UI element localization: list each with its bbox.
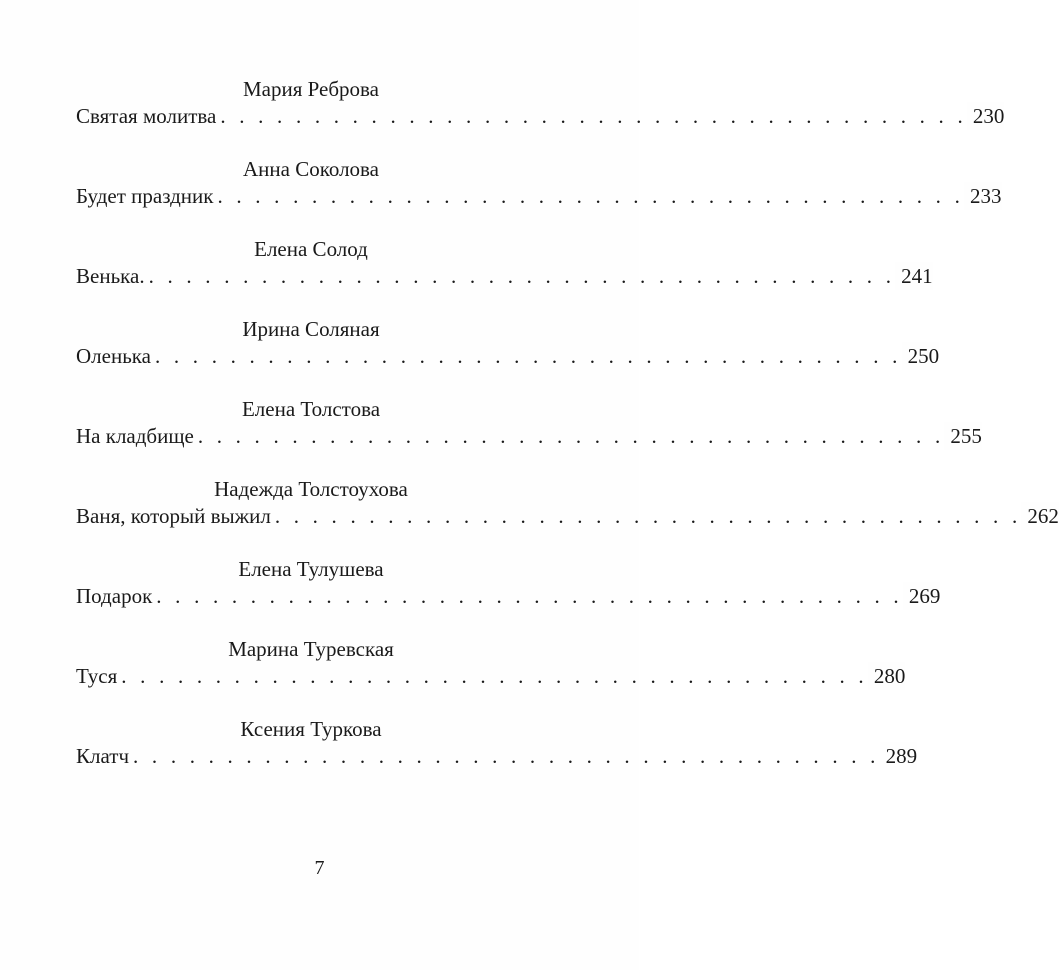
page-reference: 230 bbox=[967, 102, 1005, 130]
toc-line bbox=[76, 422, 982, 450]
toc-entry bbox=[76, 710, 918, 790]
dot-leader: . . . . . . . . . . . . . . . . . . . . . . . . . . . . . . . . . . . . . . . . bbox=[133, 744, 880, 768]
story-title: Святая молитва bbox=[76, 102, 220, 130]
story-title: Венька. bbox=[76, 262, 149, 290]
author-name: Анна Соколова bbox=[242, 157, 380, 181]
page-reference: 241 bbox=[895, 262, 933, 290]
page-reference: 255 bbox=[944, 422, 982, 450]
table-of-contents bbox=[76, 70, 1059, 790]
toc-entry bbox=[76, 390, 982, 470]
toc-entry bbox=[76, 550, 941, 630]
toc-line bbox=[76, 742, 918, 770]
author-name: Ксения Туркова bbox=[240, 717, 382, 741]
author-name: Елена Тулушева bbox=[238, 557, 384, 581]
dot-leader: . . . . . . . . . . . . . . . . . . . . . . . . . . . . . . . . . . . . . . . . bbox=[217, 184, 965, 208]
toc-line bbox=[76, 342, 940, 370]
dot-leader: . . . . . . . . . . . . . . . . . . . . . . . . . . . . . . . . . . . . . . . . bbox=[121, 664, 868, 688]
story-title: Будет праздник bbox=[76, 182, 217, 210]
toc-entry bbox=[76, 470, 1059, 550]
toc-entry bbox=[76, 70, 1005, 150]
dot-leader: . . . . . . . . . . . . . . . . . . . . . . . . . . . . . . . . . . . . . . . . bbox=[148, 264, 896, 288]
page-reference: 250 bbox=[902, 342, 940, 370]
author-name: Ирина Соляная bbox=[242, 317, 380, 341]
story-title: Ваня, который выжил bbox=[76, 502, 275, 530]
toc-line bbox=[76, 102, 1005, 130]
author-name: Мария Реброва bbox=[242, 77, 379, 101]
toc-line bbox=[76, 662, 906, 690]
dot-leader: . . . . . . . . . . . . . . . . . . . . . . . . . . . . . . . . . . . . . . . . bbox=[155, 344, 902, 368]
page-reference: 289 bbox=[880, 742, 918, 770]
dot-leader: . . . . . . . . . . . . . . . . . . . . . . . . . . . . . . . . . . . . . . . . bbox=[220, 104, 967, 128]
story-title: Оленька bbox=[76, 342, 155, 370]
story-title: На кладбище bbox=[76, 422, 198, 450]
page-reference: 280 bbox=[868, 662, 906, 690]
toc-entry bbox=[76, 310, 940, 390]
author-name: Елена Солод bbox=[254, 237, 368, 261]
page-reference: 233 bbox=[964, 182, 1002, 210]
page-reference: 262 bbox=[1021, 502, 1059, 530]
toc-line bbox=[76, 262, 933, 290]
dot-leader: . . . . . . . . . . . . . . . . . . . . . . . . . . . . . . . . . . . . . . . . bbox=[197, 424, 945, 448]
dot-leader: . . . . . . . . . . . . . . . . . . . . . . . . . . . . . . . . . . . . . . . . bbox=[156, 584, 903, 608]
page-number: 7 bbox=[314, 857, 325, 879]
author-name: Марина Туревская bbox=[228, 637, 394, 661]
author-name: Елена Толстова bbox=[241, 397, 381, 421]
toc-line bbox=[76, 582, 941, 610]
toc-entry bbox=[76, 150, 1002, 230]
dot-leader: . . . . . . . . . . . . . . . . . . . . . . . . . . . . . . . . . . . . . . . . bbox=[274, 504, 1022, 528]
toc-line bbox=[76, 502, 1059, 530]
story-title: Клатч bbox=[76, 742, 133, 770]
story-title: Подарок bbox=[76, 582, 156, 610]
toc-entry bbox=[76, 230, 933, 310]
page-reference: 269 bbox=[903, 582, 941, 610]
story-title: Туся bbox=[76, 662, 121, 690]
toc-entry bbox=[76, 630, 906, 710]
author-name: Надежда Толстоухова bbox=[214, 477, 408, 501]
toc-line bbox=[76, 182, 1002, 210]
